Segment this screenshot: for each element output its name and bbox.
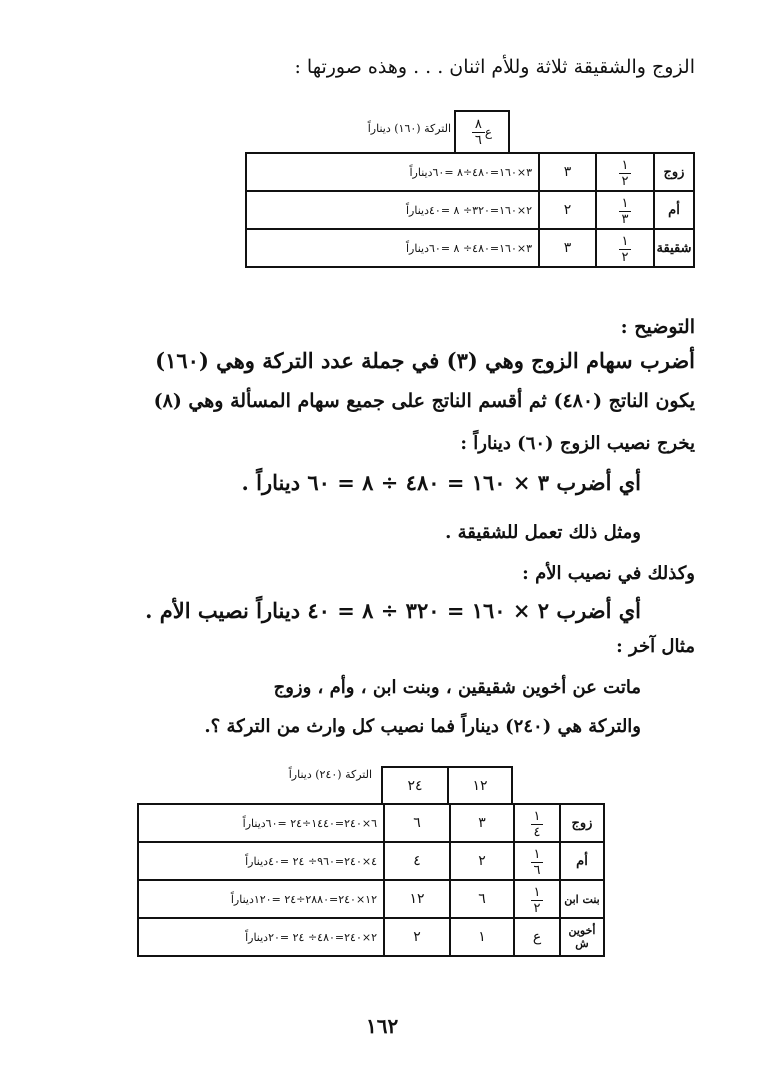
shares-cell: ٣ [539,153,596,191]
explanation-line-8: مثال آخر : [616,636,695,657]
explanation-line-6: وكذلك في نصيب الأم : [522,563,695,584]
intro-line: الزوج والشقيقة ثلاثة وللأم اثنان . . . وهذه صورتها : [294,56,695,78]
explanation-line-5: ومثل ذلك تعمل للشقيقة . [445,522,641,543]
table1 [245,152,695,268]
table-row [246,153,694,191]
example-line-2: والتركة هي (٢٤٠) ديناراً فما نصيب كل وارث من التركة ؟. [204,716,641,737]
example-line-1: ماتت عن أخوين شقيقين ، وبنت ابن ، وأم ، وزوج [273,677,641,698]
explanation-line-1: أضرب سهام الزوج وهي (٣) في جملة عدد التركة وهي (١٦٠) [155,348,695,373]
calc-cell: ٦×٢٤٠=١٤٤٠÷٢٤ =٦٠ديناراً [138,804,384,842]
table1-header-fraction: $\frac{٨}{٦}$ [472,118,485,147]
table-row [138,804,604,842]
calc-cell: ٢×١٦٠=٣٢٠÷ ٨ =٤٠ديناراً [246,191,539,229]
shares-cell: ٣ [539,229,596,267]
shares24-cell: ٤ [384,842,450,880]
table1-header-prefix: ع [484,125,493,139]
share-cell: $\frac{١}{٢}$ [596,229,654,267]
page-number: ١٦٢ [366,1014,399,1038]
share-cell: $\frac{١}{٢}$ [596,153,654,191]
heir-cell: زوج [654,153,694,191]
table1-header-box [454,110,510,152]
shares24-cell: ٦ [384,804,450,842]
heir-cell: أم [560,842,604,880]
table2 [137,803,605,957]
table2-header-box-12: ١٢ [447,766,513,804]
shares12-cell: ٣ [450,804,514,842]
explanation-line-2: يكون الناتج (٤٨٠) ثم أقسم الناتج على جميع سهام المسألة وهي (٨) [153,390,695,412]
shares24-cell: ١٢ [384,880,450,918]
explanation-heading: التوضيح : [620,316,695,338]
share-cell: $\frac{١}{٤}$ [514,804,560,842]
shares24-cell: ٢ [384,918,450,956]
calc-cell: ١٢×٢٤٠=٢٨٨٠÷٢٤ =١٢٠ديناراً [138,880,384,918]
heir-cell: أم [654,191,694,229]
table-row [138,880,604,918]
table2-estate-label: التركة (٢٤٠) ديناراً [288,768,372,781]
share-cell: $\frac{١}{٣}$ [596,191,654,229]
table-row [246,229,694,267]
shares-cell: ٢ [539,191,596,229]
explanation-line-7: أي أضرب ٢ × ١٦٠ = ٣٢٠ ÷ ٨ = ٤٠ ديناراً نصيب الأم . [145,598,641,623]
shares12-cell: ٦ [450,880,514,918]
shares12-cell: ٢ [450,842,514,880]
share-cell: $\frac{١}{٦}$ [514,842,560,880]
heir-cell: بنت ابن [560,880,604,918]
share-cell: $\frac{١}{٢}$ [514,880,560,918]
heir-cell: شقيقة [654,229,694,267]
calc-cell: ٣×١٦٠=٤٨٠÷ ٨ =٦٠ديناراً [246,229,539,267]
calc-cell: ٢×٢٤٠=٤٨٠÷ ٢٤ =٢٠ديناراً [138,918,384,956]
heir-cell: أخوين ش [560,918,604,956]
share-cell: ع [514,918,560,956]
heir-cell: زوج [560,804,604,842]
table-row [138,918,604,956]
shares12-cell: ١ [450,918,514,956]
table1-estate-label: التركة (١٦٠) ديناراً [367,122,451,135]
table2-header-box-24: ٢٤ [381,766,449,804]
calc-cell: ٤×٢٤٠=٩٦٠÷ ٢٤ =٤٠ديناراً [138,842,384,880]
table-row [246,191,694,229]
explanation-line-4: أي أضرب ٣ × ١٦٠ = ٤٨٠ ÷ ٨ = ٦٠ ديناراً . [241,470,641,495]
table-row [138,842,604,880]
explanation-line-3: يخرج نصيب الزوج (٦٠) ديناراً : [460,433,695,454]
calc-cell: ٣×١٦٠=٤٨٠÷٨ =٦٠ديناراً [246,153,539,191]
